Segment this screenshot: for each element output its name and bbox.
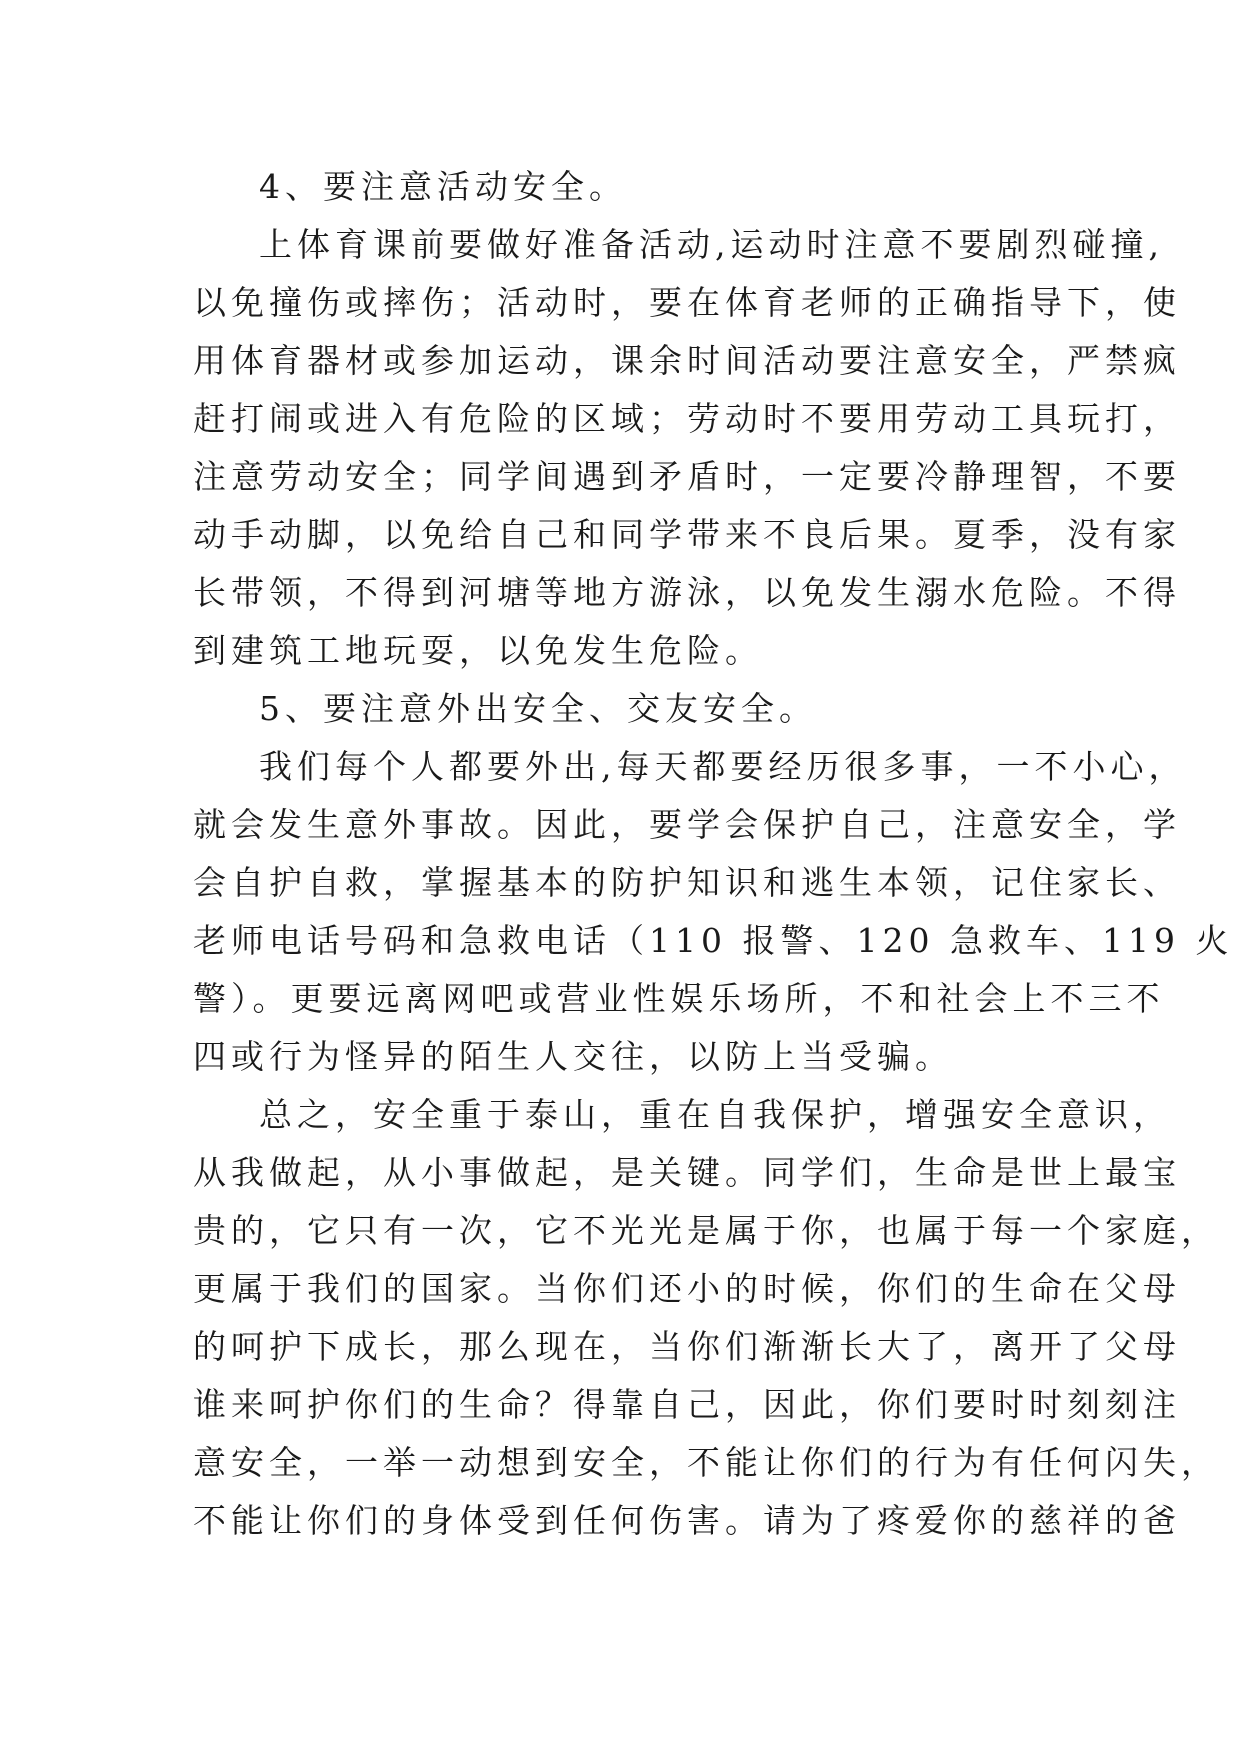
paragraph-line: 注意劳动安全；同学间遇到矛盾时，一定要冷静理智，不要 bbox=[193, 457, 1181, 496]
paragraph-line: 老师电话号码和急救电话（110 报警、120 急救车、119 火 bbox=[193, 921, 1234, 960]
paragraph-line: 意安全，一举一动想到安全，不能让你们的行为有任何闪失， bbox=[193, 1443, 1219, 1482]
paragraph-line: 四或行为怪异的陌生人交往，以防上当受骗。 bbox=[193, 1037, 953, 1076]
paragraph-line: 我们每个人都要外出,每天都要经历很多事，一不小心， bbox=[259, 747, 1187, 786]
paragraph-line: 贵的，它只有一次，它不光光是属于你，也属于每一个家庭， bbox=[193, 1211, 1219, 1250]
paragraph-line: 上体育课前要做好准备活动,运动时注意不要剧烈碰撞, bbox=[259, 225, 1164, 264]
section-heading: 4、要注意活动安全。 bbox=[259, 167, 627, 206]
paragraph-line: 不能让你们的身体受到任何伤害。请为了疼爱你的慈祥的爸 bbox=[193, 1501, 1181, 1540]
document-body bbox=[193, 158, 1234, 1550]
paragraph-line: 以免撞伤或摔伤；活动时，要在体育老师的正确指导下，使 bbox=[193, 283, 1181, 322]
paragraph-line: 到建筑工地玩耍，以免发生危险。 bbox=[193, 631, 763, 670]
paragraph-line: 动手动脚，以免给自己和同学带来不良后果。夏季，没有家 bbox=[193, 515, 1181, 554]
paragraph-line: 警）。更要远离网吧或营业性娱乐场所，不和社会上不三不 bbox=[193, 979, 1165, 1018]
paragraph-line: 的呵护下成长，那么现在，当你们渐渐长大了，离开了父母 bbox=[193, 1327, 1181, 1366]
paragraph-line: 总之，安全重于泰山，重在自我保护，增强安全意识， bbox=[259, 1095, 1171, 1134]
paragraph-line: 从我做起，从小事做起，是关键。同学们，生命是世上最宝 bbox=[193, 1153, 1181, 1192]
paragraph-line: 赶打闹或进入有危险的区域；劳动时不要用劳动工具玩打， bbox=[193, 399, 1181, 438]
paragraph-line: 长带领，不得到河塘等地方游泳，以免发生溺水危险。不得 bbox=[193, 573, 1181, 612]
paragraph-line: 更属于我们的国家。当你们还小的时候，你们的生命在父母 bbox=[193, 1269, 1181, 1308]
paragraph-line: 就会发生意外事故。因此，要学会保护自己，注意安全，学 bbox=[193, 805, 1181, 844]
section-heading: 5、要注意外出安全、交友安全。 bbox=[259, 689, 817, 728]
paragraph-line: 用体育器材或参加运动，课余时间活动要注意安全，严禁疯 bbox=[193, 341, 1181, 380]
paragraph-line: 谁来呵护你们的生命？得靠自己，因此，你们要时时刻刻注 bbox=[193, 1385, 1181, 1424]
paragraph-line: 会自护自救，掌握基本的防护知识和逃生本领，记住家长、 bbox=[193, 863, 1181, 902]
